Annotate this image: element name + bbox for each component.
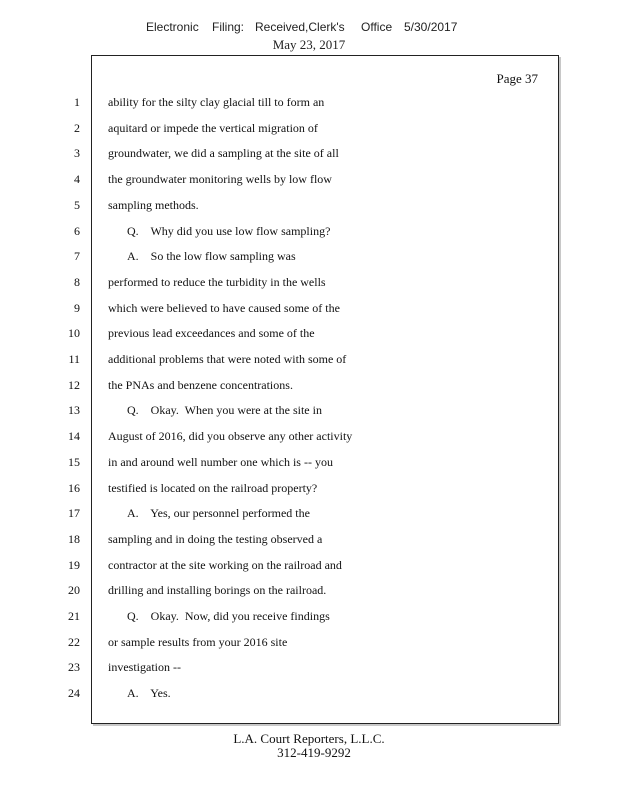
footer-company: L.A. Court Reporters, L.L.C. bbox=[233, 731, 385, 746]
line-number: 23 bbox=[68, 660, 80, 675]
transcript-date: May 23, 2017 bbox=[272, 37, 346, 52]
line-number: 5 bbox=[74, 197, 80, 212]
transcript-line: ability for the silty clay glacial till to form an bbox=[108, 95, 325, 109]
line-number: 16 bbox=[68, 480, 80, 495]
line-number: 8 bbox=[74, 274, 80, 289]
stamp-electronic: Electronic bbox=[146, 20, 199, 34]
transcript-line: investigation -- bbox=[108, 660, 181, 675]
stamp-filing: Filing: bbox=[212, 20, 245, 34]
filing-stamp bbox=[0, 20, 618, 36]
transcript-line: A. Yes. bbox=[127, 686, 171, 701]
line-number: 4 bbox=[74, 172, 80, 187]
transcript-line: contractor at the site working on the railroad and bbox=[108, 557, 342, 572]
line-number: 13 bbox=[68, 403, 80, 418]
line-number: 11 bbox=[68, 352, 80, 366]
line-number: 6 bbox=[74, 223, 80, 238]
transcript-line: which were believed to have caused some of the bbox=[108, 300, 340, 315]
line-number: 10 bbox=[68, 326, 80, 341]
transcript-line: groundwater, we did a sampling at the site of all bbox=[108, 146, 339, 161]
transcript-line: drilling and installing borings on the railroad. bbox=[108, 583, 327, 598]
transcript-line: previous lead exceedances and some of the bbox=[108, 326, 315, 341]
transcript-line: in and around well number one which is -- you bbox=[108, 454, 333, 469]
line-number: 20 bbox=[68, 583, 80, 598]
transcript-line: Q. Okay. When you were at the site in bbox=[127, 403, 322, 418]
line-number: 14 bbox=[68, 429, 80, 444]
transcript-line: testified is located on the railroad property? bbox=[108, 480, 318, 495]
transcript-line: aquitard or impede the vertical migration of bbox=[108, 120, 318, 135]
page-number: Page 37 bbox=[496, 71, 538, 86]
line-number: 18 bbox=[68, 531, 80, 546]
transcript-line: the PNAs and benzene concentrations. bbox=[108, 377, 293, 392]
footer-phone: 312-419-9292 bbox=[277, 745, 351, 760]
stamp-office: Office bbox=[361, 20, 393, 34]
line-number: 22 bbox=[68, 634, 80, 649]
line-number: 9 bbox=[74, 300, 80, 315]
transcript-line: August of 2016, did you observe any other activity bbox=[108, 429, 353, 444]
transcript-line: sampling and in doing the testing observed a bbox=[108, 531, 323, 546]
stamp-date: 5/30/2017 bbox=[404, 20, 458, 34]
line-number: 3 bbox=[74, 146, 80, 161]
stamp-received: Received,Clerk's bbox=[255, 20, 345, 34]
line-number: 24 bbox=[68, 686, 80, 701]
transcript-line: the groundwater monitoring wells by low flow bbox=[108, 172, 332, 187]
transcript-line: performed to reduce the turbidity in the wells bbox=[108, 274, 326, 289]
line-number: 17 bbox=[68, 506, 80, 521]
transcript-line: additional problems that were noted with some of bbox=[108, 352, 347, 366]
transcript-line: or sample results from your 2016 site bbox=[108, 634, 288, 649]
line-number: 21 bbox=[68, 609, 80, 623]
transcript-line: A. Yes, our personnel performed the bbox=[127, 506, 310, 521]
transcript-line: sampling methods. bbox=[108, 197, 199, 212]
transcript-line: Q. Why did you use low flow sampling? bbox=[127, 223, 331, 238]
line-number: 19 bbox=[68, 557, 80, 572]
transcript-line: A. So the low flow sampling was bbox=[127, 249, 296, 264]
line-number: 15 bbox=[68, 454, 80, 469]
transcript-line: Q. Okay. Now, did you receive findings bbox=[127, 609, 330, 623]
line-number: 7 bbox=[74, 249, 80, 264]
line-number: 1 bbox=[74, 95, 80, 109]
line-number: 2 bbox=[74, 120, 80, 135]
line-number: 12 bbox=[68, 377, 80, 392]
